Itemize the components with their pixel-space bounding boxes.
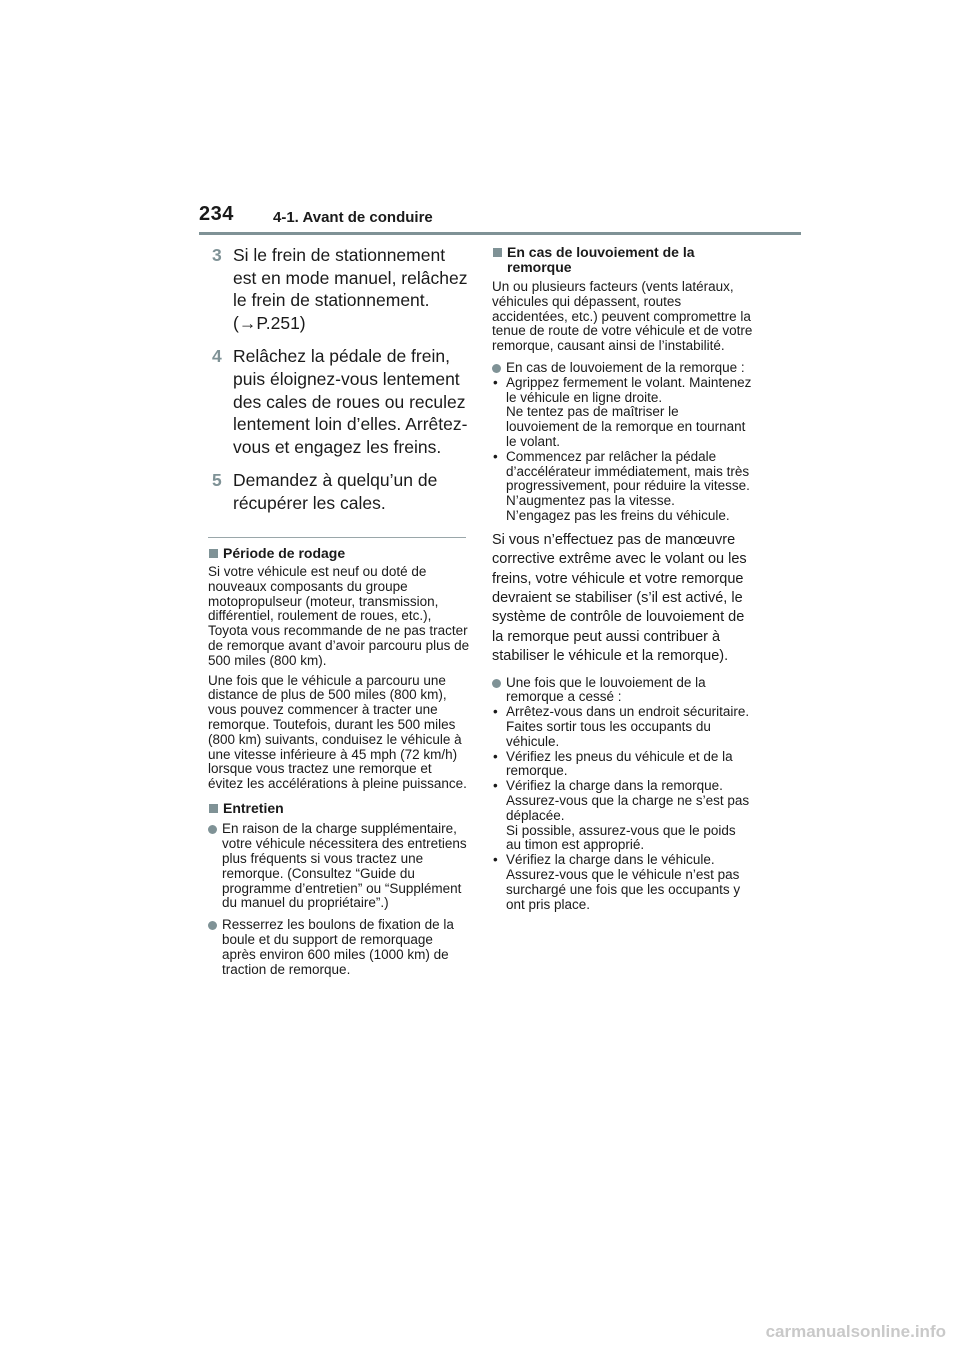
left-column — [208, 240, 470, 977]
sub-item-text: Vérifiez la charge dans la remorque. — [506, 778, 723, 794]
paragraph: Une fois que le véhicule a parcouru une distance de plus de 500 miles (800 km), vous pouvez commencer à tracter une remorque. Toutefois, durant les 500 miles (800 km) suivants, conduisez le véhicule à une vitesse inférieure à 45 mph (72 km/h) lorsque vous tractez une remorque et évitez les accélérations à pleine puissance. — [208, 672, 467, 792]
heading-entretien — [208, 801, 470, 816]
bullet-text: Resserrez les boulons de fixation de la boule et du support de remorquage après environ 600 miles (1000 km) de traction de remorque. — [222, 917, 454, 977]
step-5 — [208, 469, 470, 514]
paragraph: Si votre véhicule est neuf ou doté de nouveaux composants du groupe motopropulseur (moteur, transmission, différentiel, roulement de roues, etc.), Toyota vous recommande de ne pas tracter de remorque avant d’avoir parcouru plus de 500 miles (800 km). — [208, 564, 470, 668]
paragraph: Si vous n’effectuez pas de manœuvre corrective extrême avec le volant ou les freins, votre véhicule et votre remorque devraient se stabiliser (s’il est activé, le système de contrôle de louvoiement de la remorque peut aussi contribuer à stabiliser le véhicule et la remorque). — [492, 531, 747, 665]
step-text: Si le frein de stationnement est en mode manuel, relâchez le frein de stationnement. (→P.251) — [233, 245, 468, 333]
step-4 — [208, 345, 470, 458]
sub-item-text: Commencez par relâcher la pédale d’accélérateur immédiatement, mais très progressivement, pour réduire la vitesse. — [506, 448, 750, 494]
list-item — [208, 918, 470, 977]
bullet-text: En cas de louvoiement de la remorque : — [506, 359, 745, 375]
section-title: 4-1. Avant de conduire — [273, 209, 433, 226]
sub-item: • Vérifiez les pneus du véhicule et de la remorque. — [492, 750, 754, 780]
sub-item: • Vérifiez la charge dans la remorque. Assurez-vous que la charge ne s’est pas déplacée. Si possible, assurez-vous que le poids au timon est approprié. — [492, 779, 754, 853]
square-bullet-icon — [209, 804, 218, 813]
heading-text: Entretien — [223, 799, 284, 816]
sub-item-text: Agrippez fermement le volant. Maintenez le véhicule en ligne droite. — [506, 374, 752, 405]
list-item — [208, 822, 470, 911]
sub-item-note: Assurez-vous que la charge ne s’est pas déplacée. — [506, 792, 750, 823]
sub-item: • Arrêtez-vous dans un endroit sécuritaire. Faites sortir tous les occupants du véhicule. — [492, 705, 754, 749]
paragraph: Un ou plusieurs facteurs (vents latéraux, véhicules qui dépassent, routes accidentées, etc.) peuvent compromettre la tenue de route de votre véhicule et de votre remorque, causant ainsi de l’instabilité. — [492, 279, 753, 354]
step-3 — [208, 244, 470, 334]
circle-bullet-icon — [492, 364, 501, 373]
circle-bullet-icon — [492, 679, 501, 688]
bullet-text: Une fois que le louvoiement de la remorque a cessé : — [506, 674, 706, 705]
heading-rodage — [208, 546, 470, 561]
header-rule — [199, 232, 801, 235]
sub-item-note: Si possible, assurez-vous que le poids au timon est approprié. — [506, 822, 736, 853]
square-bullet-icon — [209, 549, 218, 558]
square-bullet-icon — [493, 248, 502, 257]
sub-item: • Commencez par relâcher la pédale d’accélérateur immédiatement, mais très progressivement, pour réduire la vitesse. N’augmentez pas la vitesse. N’engagez pas les freins du véhicule. — [492, 450, 754, 524]
heading-text: Période de rodage — [223, 544, 346, 561]
page-number: 234 — [199, 203, 234, 225]
watermark-text: carmanualsonline.info — [765, 1322, 946, 1341]
bullet-text: En raison de la charge supplémentaire, votre véhicule nécessitera des entretiens plus fréquents si vous tractez une remorque. (Consultez “Guide du programme d’entretien” ou “Supplément du manuel du propriétaire”.) — [222, 821, 467, 911]
step-text: Demandez à quelqu’un de récupérer les cales. — [233, 470, 438, 513]
list-item — [492, 361, 754, 376]
sub-item-text: Vérifiez les pneus du véhicule et de la remorque. — [506, 748, 733, 779]
section-divider — [208, 537, 466, 538]
right-column — [492, 240, 754, 912]
heading-louvoiement — [492, 245, 754, 274]
sub-item-note: N’augmentez pas la vitesse. — [506, 493, 675, 509]
step-text: Relâchez la pédale de frein, puis éloignez-vous lentement des cales de roues ou reculez lentement loin d’elles. Arrêtez-vous et engagez les freins. — [233, 346, 468, 457]
sub-item: • Vérifiez la charge dans le véhicule. Assurez-vous que le véhicule n’est pas surchargé une fois que les occupants y ont pris place. — [492, 853, 754, 912]
sub-item-text: Vérifiez la charge dans le véhicule. — [506, 852, 715, 868]
step-number: 3 — [212, 245, 222, 265]
circle-bullet-icon — [208, 921, 217, 930]
list-item — [492, 676, 754, 706]
step-number: 4 — [212, 346, 222, 367]
sub-item-note: N’engagez pas les freins du véhicule. — [506, 507, 730, 523]
sub-item-note: Assurez-vous que le véhicule n’est pas surchargé une fois que les occupants y ont pris place. — [506, 866, 741, 912]
sub-item-text: Arrêtez-vous dans un endroit sécuritaire. Faites sortir tous les occupants du véhicule. — [506, 704, 750, 749]
sub-item: • Agrippez fermement le volant. Maintenez le véhicule en ligne droite. Ne tentez pas de maîtriser le louvoiement de la remorque en tournant le volant. — [492, 376, 754, 450]
heading-text: En cas de louvoiement de la remorque — [507, 244, 695, 275]
sub-item-note: Ne tentez pas de maîtriser le louvoiement de la remorque en tournant le volant. — [506, 404, 746, 449]
circle-bullet-icon — [208, 825, 217, 834]
step-number: 5 — [212, 470, 222, 491]
